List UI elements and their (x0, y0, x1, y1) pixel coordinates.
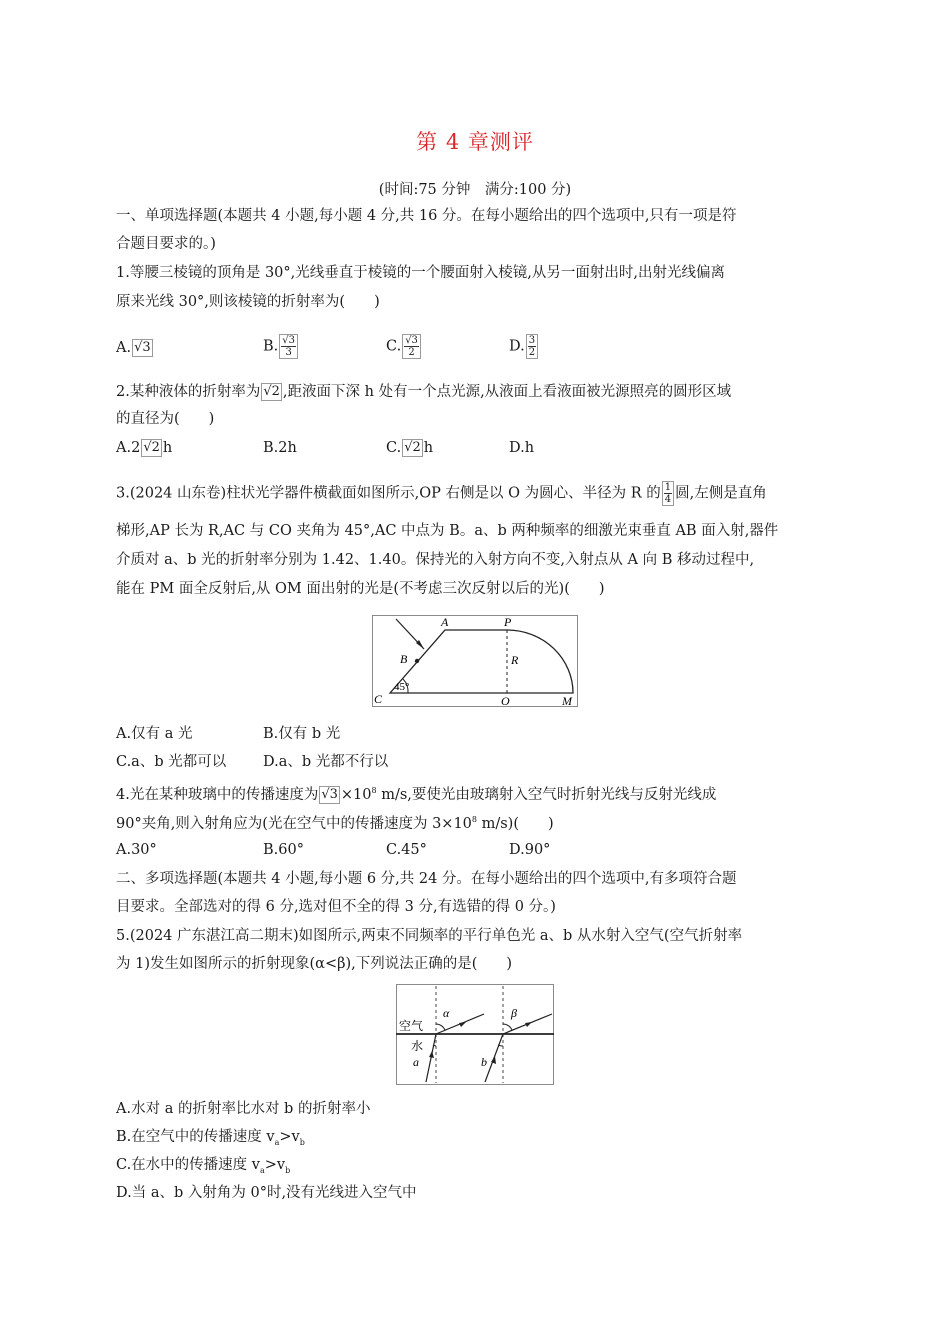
q2-option-c: C. √2 h (386, 440, 434, 456)
q4-text: 4.光在某种玻璃中的传播速度为 $√3 \times 10^8$ m/s,要使光由玻璃射入空气时折射光线与反射光线成 (116, 786, 717, 803)
angle-beta-arc (503, 1024, 512, 1030)
q5-text: 5.(2024 广东湛江高二期末)如图所示,两束不同频率的平行单色光 a、b 从水射入空气(空气折射率 (116, 928, 743, 944)
q4-option-b: B.60° (263, 842, 304, 858)
q3-option-a: A.仅有 a 光 (116, 726, 193, 742)
label-b: B (400, 652, 408, 666)
q4-option-c: C.45° (386, 842, 427, 858)
label-angle: 45° (394, 681, 410, 693)
q5-option-c: C.在水中的传播速度 $v_a>v_b$ (116, 1157, 291, 1175)
label-air: 空气 (399, 1019, 424, 1033)
label-alpha: α (443, 1006, 450, 1020)
q3-option-c: C.a、b 光都可以 (116, 754, 227, 770)
q2-text: 2.某种液体的折射率为 √2 ,距液面下深 h 处有一个点光源,从液面上看液面被光源照亮的圆形区域 (116, 384, 732, 400)
angle-alpha-arc (436, 1024, 445, 1030)
q4-text-cont: 90°夹角,则入射角应为(光在空气中的传播速度为 $3\times 10^8$ m/s)( ) (116, 815, 554, 832)
q5-text-cont: 为 1)发生如图所示的折射现象(α<β),下列说法正确的是( ) (116, 956, 513, 972)
q3-figure (372, 615, 578, 707)
q1-option-b: B. $\frac{√3}{3}$ (263, 334, 299, 359)
arrow-a-water-icon (429, 1051, 434, 1058)
q5-option-b: B.在空气中的传播速度 $v_a>v_b$ (116, 1129, 305, 1147)
q3-text: 3.(2024 山东卷)柱状光学器件横截面如图所示,OP 右侧是以 O 为圆心、半径为 R 的 $\frac{1}{4}$ 圆,左侧是直角 (116, 482, 767, 505)
q2-option-d: D.h (509, 440, 535, 456)
q5-option-a: A.水对 a 的折射率比水对 b 的折射率小 (116, 1101, 371, 1117)
q1-option-d: D. $\frac{3}{2}$ (509, 334, 539, 359)
q2-text-cont: 的直径为( ) (116, 411, 215, 427)
label-a: A (441, 615, 449, 629)
q3-text-3: 介质对 a、b 光的折射率分别为 1.42、1.40。保持光的入射方向不变,入射点从 A 向 B 移动过程中, (116, 552, 755, 568)
label-c: C (374, 692, 383, 706)
q2-option-b: B.2h (263, 440, 297, 456)
q5-option-d: D.当 a、b 入射角为 0°时,没有光线进入空气中 (116, 1185, 417, 1201)
q3-option-b: B.仅有 b 光 (263, 726, 341, 742)
q4-option-a: A.30° (116, 842, 157, 858)
q1-text-cont: 原来光线 30°,则该棱镜的折射率为( ) (116, 294, 380, 310)
label-p: P (504, 615, 512, 629)
section1-heading: 一、单项选择题(本题共 4 小题,每小题 4 分,共 16 分。在每小题给出的四个选项中,只有一项是符 (116, 208, 737, 224)
label-beta: β (511, 1006, 517, 1020)
q3-text-2: 梯形,AP 长为 R,AC 与 CO 夹角为 45°,AC 中点为 B。a、b 两种频率的细激光束垂直 AB 面入射,器件 (116, 523, 779, 539)
label-m: M (562, 694, 572, 707)
beam-a-water (426, 1034, 436, 1082)
page-title: 第 4 章测评 (416, 130, 534, 154)
q2-option-a: A.2 √2 h (116, 440, 173, 456)
q5-figure (396, 984, 554, 1085)
q3-option-d: D.a、b 光都不行以 (263, 754, 389, 770)
label-r: R (511, 653, 519, 667)
point-b-dot (415, 659, 419, 663)
q4-option-d: D.90° (509, 842, 551, 858)
q3-text-4: 能在 PM 面全反射后,从 OM 面出射的光是(不考虑三次反射以后的光)( ) (116, 581, 605, 597)
section2-heading: 二、多项选择题(本题共 4 小题,每小题 6 分,共 24 分。在每小题给出的四个选项中,有多项符合题 (116, 871, 737, 887)
q1-option-c: C. $\frac{√3}{2}$ (386, 334, 422, 359)
q1-text: 1.等腰三棱镜的顶角是 30°,光线垂直于棱镜的一个腰面射入棱镜,从另一面射出时,出射光线偏离 (116, 265, 725, 281)
label-b: b (481, 1055, 487, 1069)
section1-heading-cont: 合题目要求的。) (116, 236, 216, 252)
arrow-a-air-icon (459, 1022, 466, 1027)
label-a: a (413, 1055, 419, 1069)
q1-option-a: A. √3 (116, 340, 151, 356)
section2-heading-cont: 目要求。全部选对的得 6 分,选对但不全的得 3 分,有选错的得 0 分。) (116, 899, 556, 915)
label-o: O (501, 694, 510, 707)
arrow-b-air-icon (525, 1022, 532, 1027)
exam-info: (时间:75 分钟 满分:100 分) (378, 182, 572, 198)
label-water: 水 (411, 1039, 424, 1053)
